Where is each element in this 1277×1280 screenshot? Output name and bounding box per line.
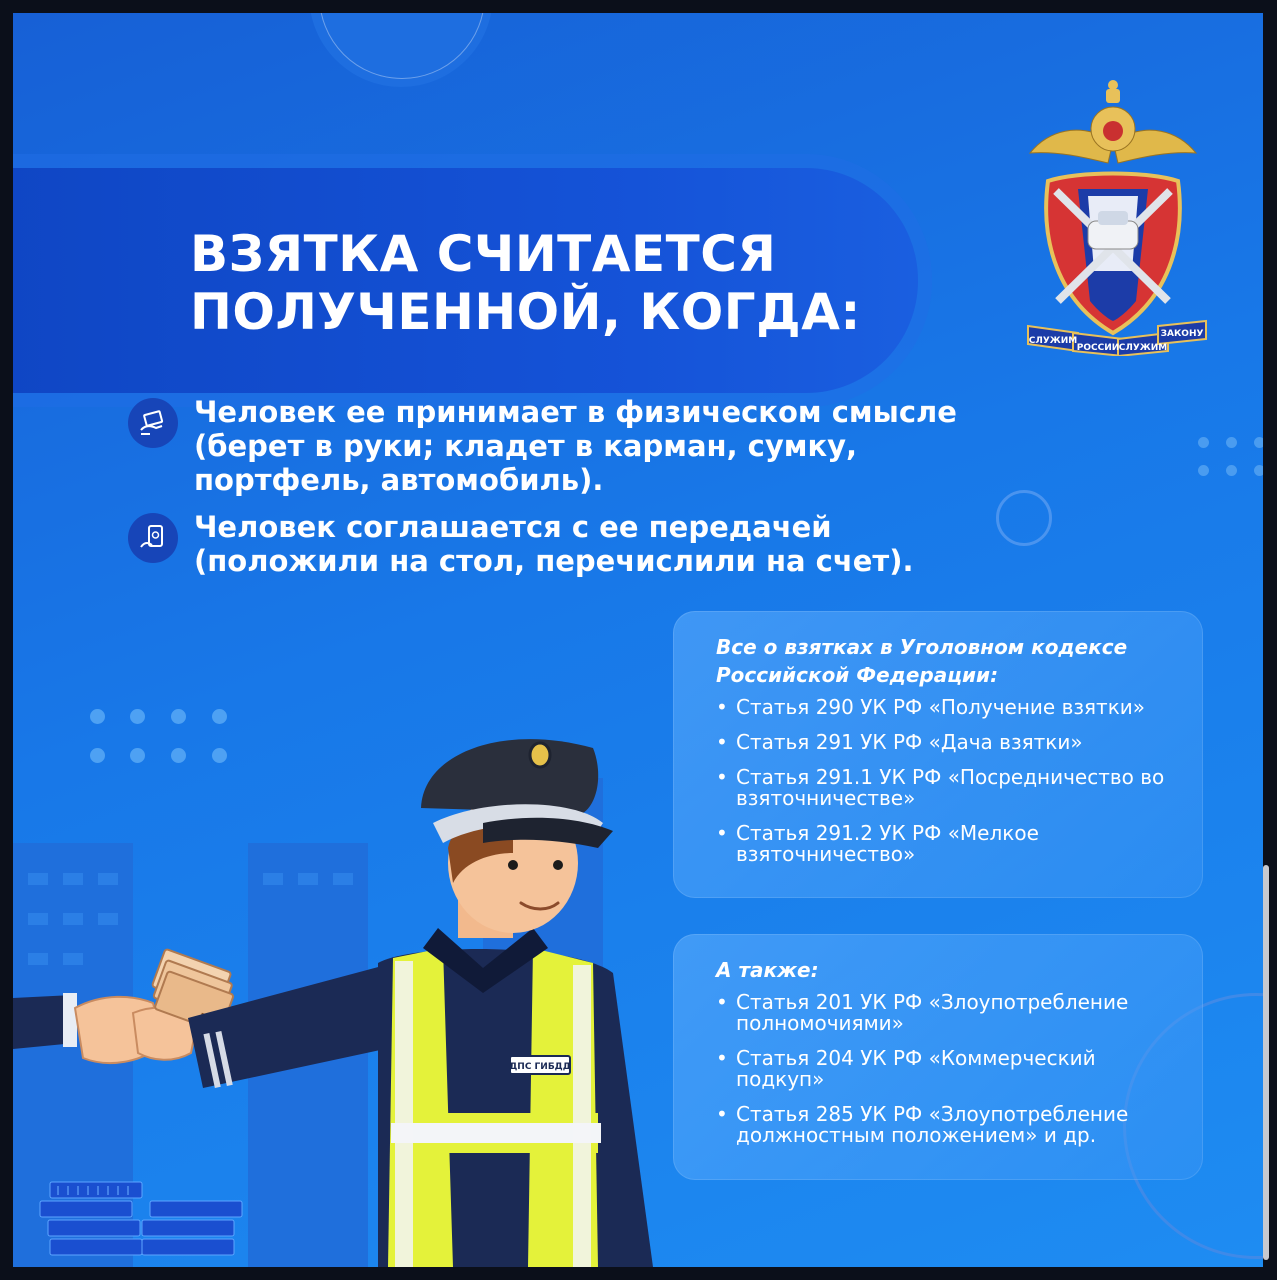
police-emblem [1018, 71, 1208, 356]
poster [13, 13, 1263, 1267]
top-edge [0, 0, 1277, 3]
also-heading: А также: [716, 958, 819, 982]
list-item: • Статья 291 УК РФ «Дача взятки» [716, 732, 1183, 753]
page-title: ВЗЯТКА СЧИТАЕТСЯ ПОЛУЧЕННОЙ, КОГДА: [190, 225, 861, 341]
point-agreement [128, 510, 968, 578]
scrollbar[interactable] [1263, 865, 1269, 1260]
hands-money-icon [128, 398, 178, 448]
also-card [673, 934, 1203, 1180]
list-item: • Статья 285 УК РФ «Злоупотребление должностным положением» и др. [716, 1104, 1183, 1146]
criminal-code-card [673, 611, 1203, 898]
criminal-code-heading: Все о взятках в Уголовном кодексе Российской Федерации: [716, 635, 1128, 687]
point-agreement-text: Человек соглашается с ее передачей (положили на стол, перечислили на счет). [194, 510, 914, 578]
list-item: • Статья 291.1 УК РФ «Посредничество во взяточничестве» [716, 767, 1183, 809]
deco-ring-right [996, 490, 1052, 546]
list-item: • Статья 201 УК РФ «Злоупотребление полномочиями» [716, 992, 1183, 1034]
emblem-ribbon-2: РОССИИ [1076, 343, 1120, 353]
list-item: • Статья 290 УК РФ «Получение взятки» [716, 697, 1183, 718]
phone-payment-icon [128, 513, 178, 563]
deco-ring-top [319, 13, 485, 79]
officer-badge: ДПС ГИБДД [509, 1062, 571, 1072]
list-item: • Статья 291.2 УК РФ «Мелкое взяточничество» [716, 823, 1183, 865]
officer-illustration [13, 713, 713, 1267]
point-physical-text: Человек ее принимает в физическом смысле (берет в руки; кладет в карман, сумку, портфель, автомобиль). [194, 395, 957, 497]
emblem-ribbon-4: ЗАКОНУ [1160, 329, 1204, 339]
emblem-ribbon-1: СЛУЖИМ [1028, 336, 1078, 346]
list-item: • Статья 204 УК РФ «Коммерческий подкуп» [716, 1048, 1183, 1090]
emblem-ribbon-3: СЛУЖИМ [1118, 343, 1168, 353]
point-physical [128, 395, 968, 497]
